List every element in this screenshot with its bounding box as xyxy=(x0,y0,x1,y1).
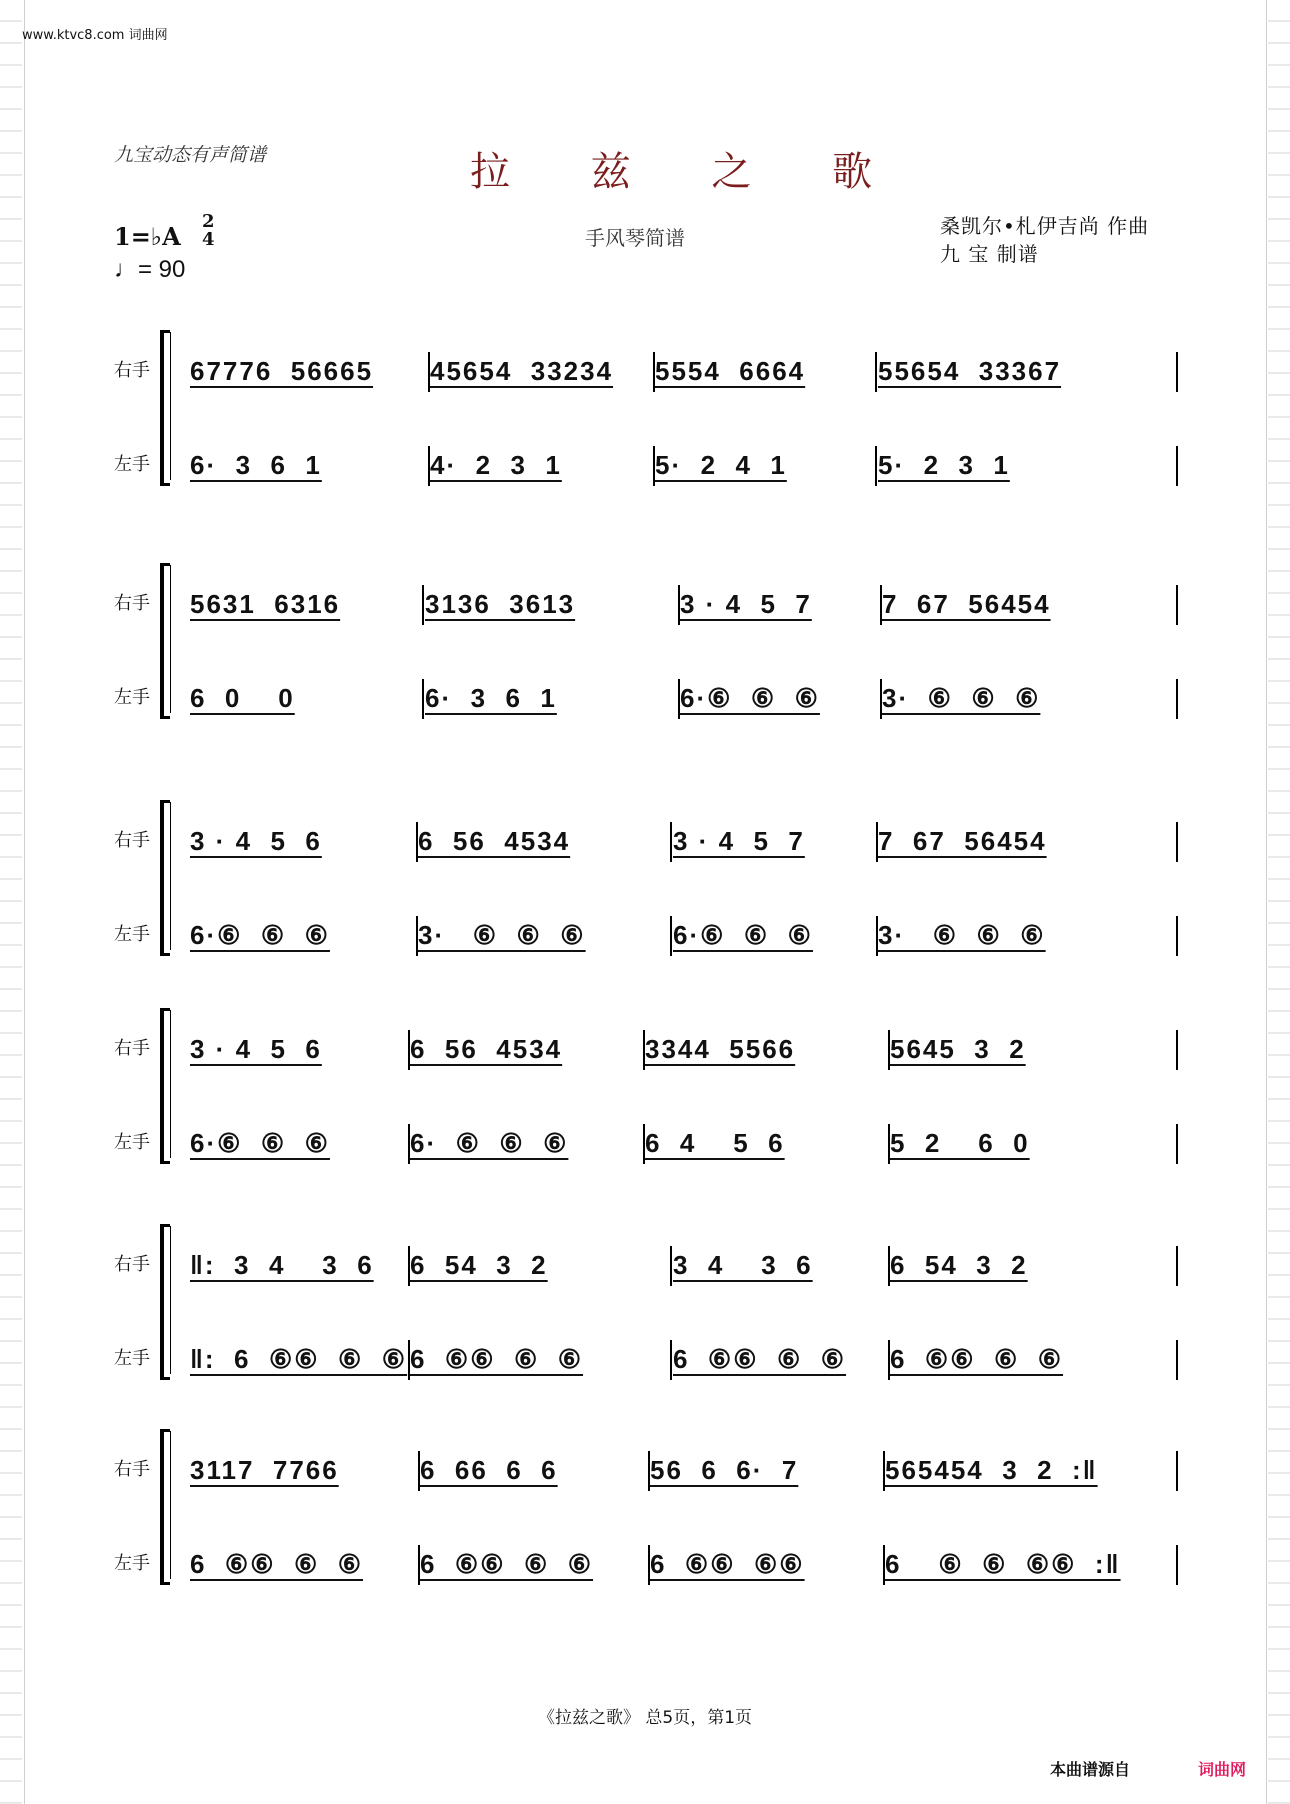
left-hand-measure: 6 ⑥ ⑥ ⑥⑥ :‖ xyxy=(885,1549,1121,1579)
barline xyxy=(408,1124,410,1164)
right-hand-measure: 3 · 4 5 7 xyxy=(680,589,812,619)
arranger-credit: 九 宝 制谱 xyxy=(940,242,1039,266)
right-hand-measure: 3 · 4 5 6 xyxy=(190,826,322,856)
left-hand-label: 左手 xyxy=(114,1553,150,1574)
left-hand-measure: 6 4 5 6 xyxy=(645,1128,785,1158)
right-hand-measure: 7 67 56454 xyxy=(878,826,1047,856)
barline xyxy=(418,1451,420,1491)
time-signature xyxy=(202,213,215,249)
end-barline xyxy=(1176,679,1178,719)
right-hand-measure: 3 · 4 5 7 xyxy=(673,826,805,856)
system-bracket-inner xyxy=(170,802,171,950)
barline xyxy=(416,822,418,862)
left-hand-measure: 3· ⑥ ⑥ ⑥ xyxy=(418,920,586,950)
barline xyxy=(428,352,430,392)
system-bracket xyxy=(160,563,170,719)
brand-label: 九宝动态有声简谱 xyxy=(114,144,267,166)
left-hand-measure: 5 2 6 0 xyxy=(890,1128,1030,1158)
barline xyxy=(422,679,424,719)
right-hand-measure: 6 54 3 2 xyxy=(410,1250,548,1280)
left-hand-measure: 6· 3 6 1 xyxy=(425,683,557,713)
right-hand-measure: 6 56 4534 xyxy=(410,1034,563,1064)
barline xyxy=(678,679,680,719)
right-hand-measure: 3344 5566 xyxy=(645,1034,796,1064)
left-hand-label: 左手 xyxy=(114,687,150,708)
barline xyxy=(883,1545,885,1585)
right-hand-label: 右手 xyxy=(114,1254,150,1275)
left-hand-measure: ‖: 6 ⑥⑥ ⑥ ⑥ xyxy=(190,1344,408,1374)
site-url: www.ktvc8.com 词曲网 xyxy=(22,28,168,43)
staff-system xyxy=(110,1421,1190,1601)
left-hand-measure: 6·⑥ ⑥ ⑥ xyxy=(190,1128,330,1158)
system-bracket xyxy=(160,330,170,486)
staff-system xyxy=(110,792,1190,972)
right-hand-label: 右手 xyxy=(114,830,150,851)
end-barline xyxy=(1176,585,1178,625)
left-hand-measure: 6 ⑥⑥ ⑥⑥ xyxy=(650,1549,805,1579)
barline xyxy=(888,1124,890,1164)
left-hand-measure: 6· 3 6 1 xyxy=(190,450,322,480)
system-bracket xyxy=(160,800,170,956)
left-margin-watermark xyxy=(0,0,22,1804)
right-hand-measure: 6 56 4534 xyxy=(418,826,571,856)
barline xyxy=(428,446,430,486)
barline xyxy=(408,1030,410,1070)
barline xyxy=(653,352,655,392)
barline xyxy=(888,1246,890,1286)
right-hand-measure: 67776 56665 xyxy=(190,356,374,386)
barline xyxy=(888,1340,890,1380)
left-border-line xyxy=(24,0,25,1804)
barline xyxy=(670,1340,672,1380)
left-hand-measure: 6·⑥ ⑥ ⑥ xyxy=(680,683,820,713)
end-barline xyxy=(1176,446,1178,486)
system-bracket-inner xyxy=(170,332,171,480)
end-barline xyxy=(1176,1030,1178,1070)
right-hand-measure: 6 54 3 2 xyxy=(890,1250,1028,1280)
left-hand-measure: 6 ⑥⑥ ⑥ ⑥ xyxy=(890,1344,1064,1374)
right-hand-measure: 565454 3 2 :‖ xyxy=(885,1455,1098,1485)
left-hand-measure: 6 ⑥⑥ ⑥ ⑥ xyxy=(673,1344,847,1374)
system-bracket-inner xyxy=(170,1431,171,1579)
barline xyxy=(648,1545,650,1585)
composer-credit: 桑凯尔•札伊吉尚 作曲 xyxy=(940,214,1150,238)
barline xyxy=(875,352,877,392)
right-hand-label: 右手 xyxy=(114,1459,150,1480)
right-hand-measure: 5645 3 2 xyxy=(890,1034,1026,1064)
end-barline xyxy=(1176,1545,1178,1585)
end-barline xyxy=(1176,822,1178,862)
barline xyxy=(880,585,882,625)
right-hand-measure: 56 6 6· 7 xyxy=(650,1455,799,1485)
right-hand-measure: 3 4 3 6 xyxy=(673,1250,813,1280)
left-hand-measure: 6 ⑥⑥ ⑥ ⑥ xyxy=(190,1549,364,1579)
right-hand-label: 右手 xyxy=(114,593,150,614)
end-barline xyxy=(1176,1451,1178,1491)
barline xyxy=(648,1451,650,1491)
left-hand-measure: 3· ⑥ ⑥ ⑥ xyxy=(878,920,1046,950)
barline xyxy=(876,916,878,956)
left-hand-measure: 3· ⑥ ⑥ ⑥ xyxy=(882,683,1041,713)
page-title: 拉 兹 之 歌 xyxy=(470,149,907,195)
staff-system xyxy=(110,1000,1190,1180)
right-hand-measure: 5631 6316 xyxy=(190,589,341,619)
subtitle: 手风琴简谱 xyxy=(585,226,685,250)
barline xyxy=(408,1340,410,1380)
left-hand-label: 左手 xyxy=(114,1348,150,1369)
end-barline xyxy=(1176,1246,1178,1286)
left-hand-label: 左手 xyxy=(114,924,150,945)
source-label: 本曲谱源自 xyxy=(1050,1760,1131,1779)
left-hand-label: 左手 xyxy=(114,1132,150,1153)
time-bottom: 4 xyxy=(202,229,215,250)
right-hand-measure: 3117 7766 xyxy=(190,1455,339,1485)
system-bracket xyxy=(160,1224,170,1380)
barline xyxy=(888,1030,890,1070)
right-margin-watermark xyxy=(1268,0,1290,1804)
barline xyxy=(875,446,877,486)
barline xyxy=(670,916,672,956)
barline xyxy=(418,1545,420,1585)
right-hand-measure: 45654 33234 xyxy=(430,356,614,386)
barline xyxy=(670,1246,672,1286)
barline xyxy=(883,1451,885,1491)
left-hand-label: 左手 xyxy=(114,454,150,475)
end-barline xyxy=(1176,1124,1178,1164)
tempo-marking: ♩= 90 xyxy=(114,256,186,283)
time-top: 2 xyxy=(202,211,215,232)
end-barline xyxy=(1176,1340,1178,1380)
right-border-line xyxy=(1266,0,1267,1804)
system-bracket-inner xyxy=(170,1010,171,1158)
barline xyxy=(876,822,878,862)
right-hand-measure: 5554 6664 xyxy=(655,356,806,386)
barline xyxy=(678,585,680,625)
right-hand-measure: ‖: 3 4 3 6 xyxy=(190,1250,374,1280)
system-bracket-inner xyxy=(170,1226,171,1374)
staff-system xyxy=(110,555,1190,735)
source-site-link[interactable]: 词曲网 xyxy=(1198,1760,1247,1779)
left-hand-measure: 6· ⑥ ⑥ ⑥ xyxy=(410,1128,569,1158)
right-hand-label: 右手 xyxy=(114,1038,150,1059)
left-hand-measure: 6 ⑥⑥ ⑥ ⑥ xyxy=(410,1344,584,1374)
barline xyxy=(408,1246,410,1286)
right-hand-measure: 6 66 6 6 xyxy=(420,1455,558,1485)
end-barline xyxy=(1176,352,1178,392)
right-hand-measure: 55654 33367 xyxy=(878,356,1062,386)
barline xyxy=(416,916,418,956)
end-barline xyxy=(1176,916,1178,956)
system-bracket xyxy=(160,1429,170,1585)
right-hand-measure: 3136 3613 xyxy=(425,589,576,619)
barline xyxy=(880,679,882,719)
footer-page-info: 《拉兹之歌》 总5页，第1页 xyxy=(538,1708,753,1728)
left-hand-measure: 6·⑥ ⑥ ⑥ xyxy=(673,920,813,950)
left-hand-measure: 6 ⑥⑥ ⑥ ⑥ xyxy=(420,1549,594,1579)
system-bracket-inner xyxy=(170,565,171,713)
barline xyxy=(653,446,655,486)
barline xyxy=(643,1124,645,1164)
left-hand-measure: 6 0 0 xyxy=(190,683,295,713)
right-hand-measure: 7 67 56454 xyxy=(882,589,1051,619)
barline xyxy=(422,585,424,625)
system-bracket xyxy=(160,1008,170,1164)
left-hand-measure: 5· 2 3 1 xyxy=(878,450,1010,480)
left-hand-measure: 4· 2 3 1 xyxy=(430,450,562,480)
key-signature: 1=♭A xyxy=(114,222,181,251)
left-hand-measure: 6·⑥ ⑥ ⑥ xyxy=(190,920,330,950)
barline xyxy=(670,822,672,862)
staff-system xyxy=(110,1216,1190,1396)
barline xyxy=(643,1030,645,1070)
right-hand-measure: 3 · 4 5 6 xyxy=(190,1034,322,1064)
left-hand-measure: 5· 2 4 1 xyxy=(655,450,787,480)
staff-system xyxy=(110,322,1190,502)
right-hand-label: 右手 xyxy=(114,360,150,381)
